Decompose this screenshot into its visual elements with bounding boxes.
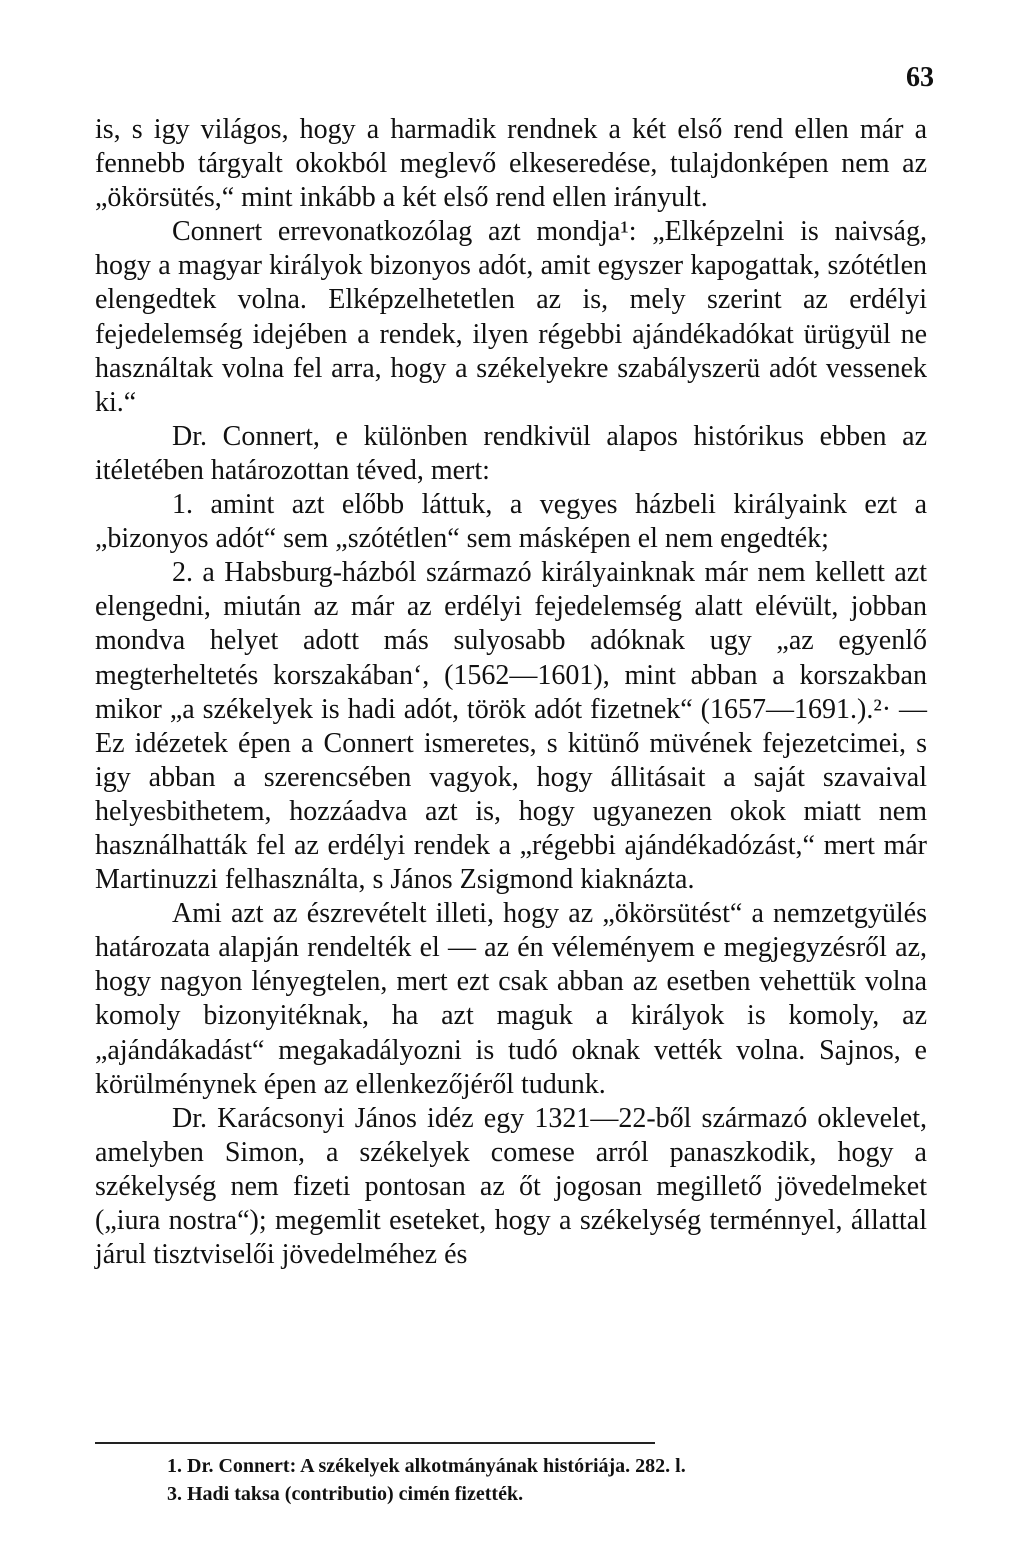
footnote: 1. Dr. Connert: A székelyek alkotmányának históriája. 282. l. (167, 1455, 686, 1477)
paragraph: Ami azt az észrevételt illeti, hogy az „ökörsütést“ a nemzetgyülés határozata alapján rendelték el — az én véleményem e megjegyzésről az, hogy nagyon lényegtelen, mert ezt csak abban az esetben vehettük volna komoly bizonyitéknak, ha azt maguk a királyok is komoly, az „ajándákadást“ megakadályozni is tudó oknak vették volna. Sajnos, e körülménynek épen az ellenkezőjéről tudunk. (95, 898, 927, 1100)
body-text (95, 113, 927, 1272)
footnotes (95, 1452, 927, 1508)
footnote-divider (95, 1442, 655, 1444)
paragraph: Connert errevonatkozólag azt mondja¹: „Elképzelni is naivság, hogy a magyar királyok bizonyos adót, amit egyszer kapogattak, szótétlen elengedtek volna. Elképzelhetetlen az is, mely szerint az erdélyi fejedelemség idejében a rendek, ilyen régebbi ajándékadókat ürügyül ne használtak volna fel arra, hogy a székelyekre szabályszerü adót vessenek ki.“ (95, 216, 927, 418)
paragraph: is, s igy világos, hogy a harmadik rendnek a két első rend ellen már a fennebb tárgyalt okokból meglevő elkeseredése, tulajdonképen nem az „ökörsütés,“ mint inkább a két első rend ellen irányult. (95, 114, 927, 214)
page-number: 63 (906, 62, 934, 93)
paragraph: 1. amint azt előbb láttuk, a vegyes házbeli királyaink ezt a „bizonyos adót“ sem „szótétlen“ sem másképen el nem engedték; (95, 489, 927, 555)
paragraph: Dr. Karácsonyi János idéz egy 1321—22-ből származó oklevelet, amelyben Simon, a székelyek comese arról panaszkodik, hogy a székelység nem fizeti pontosan az őt jogosan megillető jövedelmeket („iura nostra“); megemlit eseteket, hogy a székelység terménnyel, állattal járul tisztviselői jövedelméhez és (95, 1102, 927, 1271)
footnote: 3. Hadi taksa (contributio) cimén fizették. (167, 1483, 524, 1505)
paragraph: 2. a Habsburg-házból származó királyainknak már nem kellett azt elengedni, miután az már az erdélyi fejedelemség alatt elévült, jobban mondva helyet adott más sulyosabb adóknak ugy „az egyenlő megterheltetés korszakában‘, (1562—1601), mint abban a korszakban mikor „a székelyek is hadi adót, török adót fizetnek“ (1657—1691.).²· — Ez idézetek épen a Connert ismeretes, s kitünő müvének fejezetcimei, s igy abban a szerencsében vagyok, hogy állitásait a saját szavaival helyesbithetem, hozzáadva azt is, hogy ugyanezen okok miatt nem használhatták fel az erdélyi rendek a „régebbi ajándékadózást,“ mert már Martinuzzi felhasználta, s János Zsigmond kiaknázta. (95, 557, 927, 896)
paragraph: Dr. Connert, e különben rendkivül alapos histórikus ebben az itéletében határozottan téved, mert: (95, 420, 927, 486)
